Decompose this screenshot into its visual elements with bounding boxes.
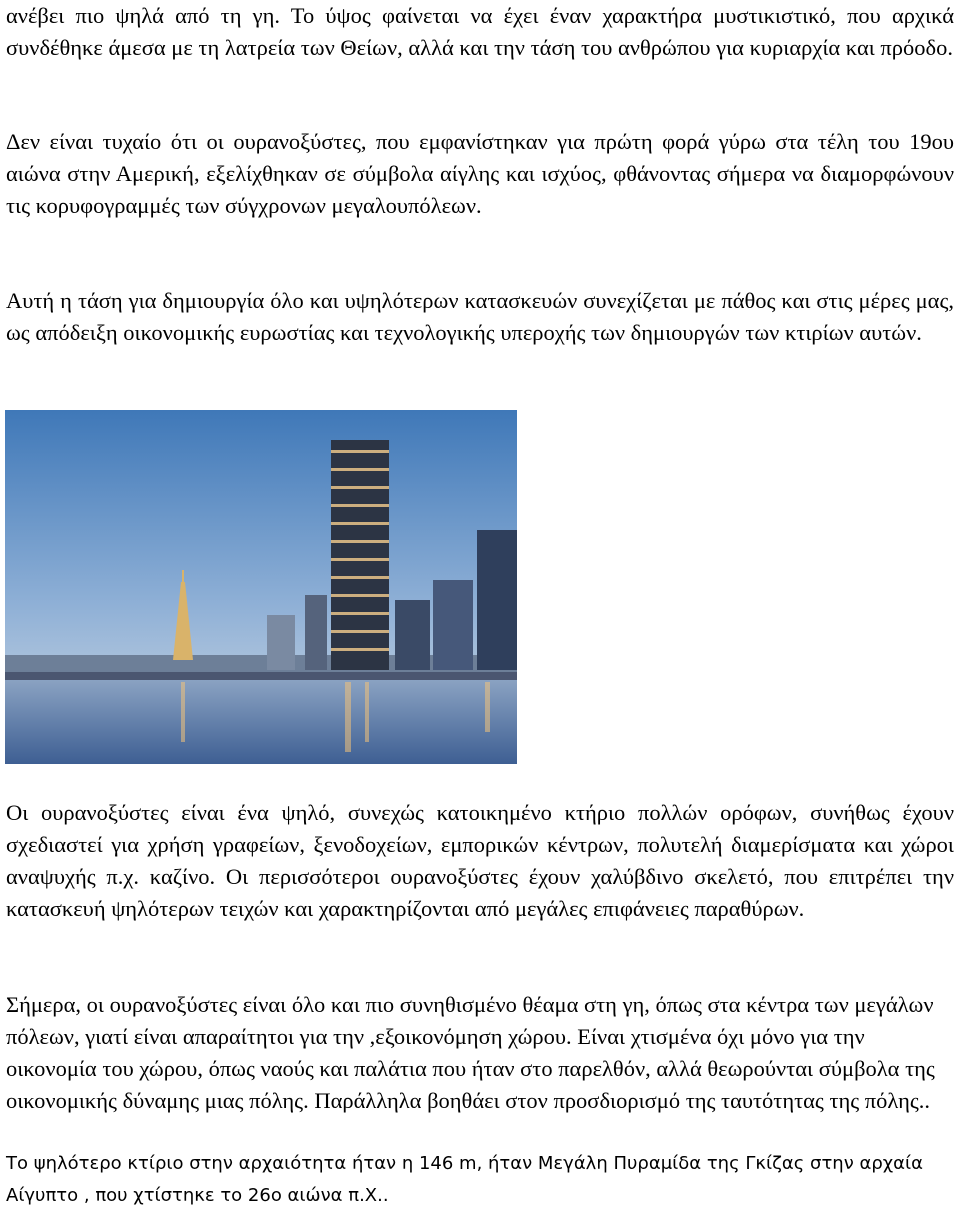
paragraph-1: ανέβει πιο ψηλά από τη γη. Το ύψος φαίνεται να έχει έναν χαρακτήρα μυστικιστικό, που αρχικά συνδέθηκε άμεσα με τη λατρεία των Θείων, αλλά και την τάση του ανθρώπου για κυριαρχία και πρόοδο. [6, 3, 954, 60]
building [433, 580, 473, 670]
quay [5, 672, 517, 680]
paragraph-4: Οι ουρανοξύστες είναι ένα ψηλό, συνεχώς κατοικημένο κτήριο πολλών ορόφων, συνήθως έχουν σχεδιαστεί για χρήση γραφείων, ξενοδοχείων, εμπορικών κέντρων, πολυτελή διαμερίσματα και χώροι αναψυχής π.χ. καζίνο. Οι περισσότεροι ουρανοξύστες έχουν χαλύβδινο σκελετό, που επιτρέπει την κατασκευή ψηλότερων τειχών και χαρακτηρίζονται από μεγάλες επιφάνειες παραθύρων. [6, 800, 954, 921]
skyline-illustration [5, 410, 517, 764]
building [267, 615, 295, 670]
building [477, 530, 517, 670]
building [395, 600, 430, 670]
skyline-photo [5, 410, 517, 764]
main-tower [331, 440, 389, 670]
paragraph-2: Δεν είναι τυχαίο ότι οι ουρανοξύστες, που εμφανίστηκαν για πρώτη φορά γύρω στα τέλη του 19ου αιώνα στην Αμερική, εξελίχθηκαν σε σύμβολα αίγλης και ισχύος, φθάνοντας σήμερα να διαμορφώνουν τις κορυφογραμμές των σύγχρονων μεγαλουπόλεων. [6, 129, 954, 218]
paragraph-5: Σήμερα, οι ουρανοξύστες είναι όλο και πιο συνηθισμένο θέαμα στη γη, όπως στα κέντρα των μεγάλων πόλεων, γιατί είναι απαραίτητοι για την ,εξοικονόμηση χώρου. Είναι χτισμένα όχι μόνο για την οικονομία του χώρου, όπως ναούς και παλάτια που ήταν στο παρελθόν, αλλά θεωρούνται σύμβολα της οικονομικής δύναμης μιας πόλης. Παράλληλα βοηθάει στον προσδιορισμό της ταυτότητας της πόλης.. [6, 992, 935, 1113]
building [305, 595, 327, 670]
river [5, 680, 517, 764]
paragraph-3: Αυτή η τάση για δημιουργία όλο και υψηλότερων κατασκευών συνεχίζεται με πάθος και στις μέρες μας, ως απόδειξη οικονομικής ευρωστίας και τεχνολογικής υπεροχής των δημιουργών των κτιρίων αυτών. [6, 288, 954, 345]
paragraph-6: Το ψηλότερο κτίριο στην αρχαιότητα ήταν η 146 m, ήταν Μεγάλη Πυραμίδα της Γκίζας στην αρχαία Αίγυπτο , που χτίστηκε το 26ο αιώνα π.Χ.. [6, 1153, 923, 1206]
